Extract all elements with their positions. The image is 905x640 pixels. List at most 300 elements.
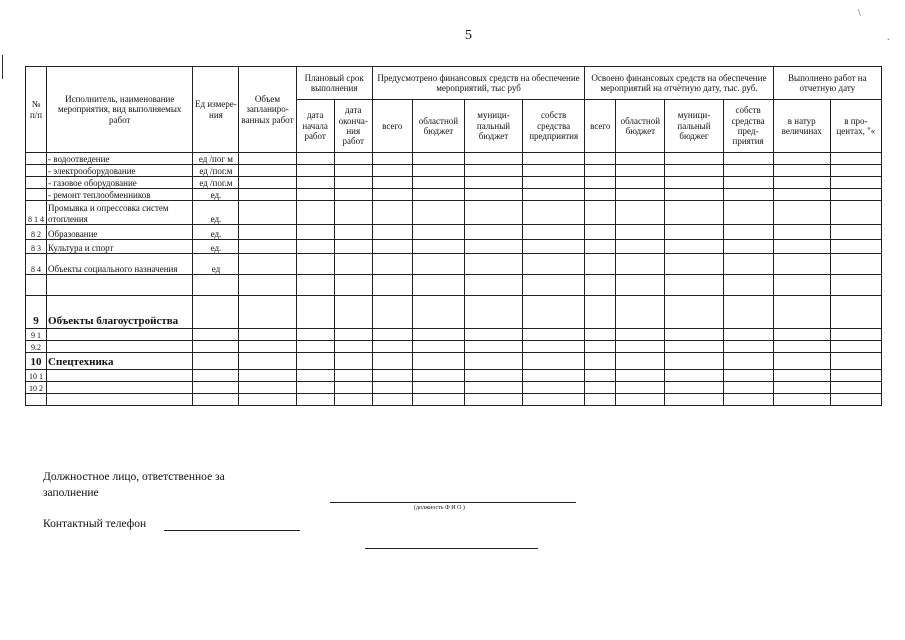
table-cell <box>523 394 585 406</box>
row-number: 8 4 <box>26 254 47 275</box>
table-cell <box>665 240 723 254</box>
table-cell <box>723 165 773 177</box>
row-name: - ремонт теплообменников <box>47 189 193 201</box>
table-cell <box>773 153 830 165</box>
report-table <box>25 66 882 406</box>
table-cell <box>372 275 412 296</box>
table-cell <box>665 189 723 201</box>
row-number: 9 1 <box>26 329 47 341</box>
table-cell <box>372 296 412 329</box>
row-unit: ед <box>193 254 239 275</box>
table-cell <box>372 177 412 189</box>
row-unit <box>193 353 239 370</box>
table-cell <box>723 296 773 329</box>
table-cell <box>830 177 881 189</box>
row-name <box>47 382 193 394</box>
header-funding-spent: Освоено финансовых средств на обеспечение мероприятий на отчётную дату, тыс. руб. <box>585 67 773 100</box>
table-cell <box>773 370 830 382</box>
table-cell <box>665 394 723 406</box>
table-cell <box>665 201 723 225</box>
row-unit <box>193 394 239 406</box>
header-own: собств средства предприятия <box>523 100 585 153</box>
table-cell <box>616 165 665 177</box>
table-row <box>26 370 882 382</box>
row-number: 10 <box>26 353 47 370</box>
table-cell <box>723 329 773 341</box>
table-cell <box>412 153 464 165</box>
table-cell <box>296 382 334 394</box>
table-cell <box>412 394 464 406</box>
table-cell <box>239 177 296 189</box>
row-name: Объекты социального назначения <box>47 254 193 275</box>
header-in-kind: в натур величинах <box>773 100 830 153</box>
table-cell <box>830 153 881 165</box>
table-cell <box>585 201 616 225</box>
table-cell <box>296 254 334 275</box>
table-cell <box>830 201 881 225</box>
table-cell <box>296 370 334 382</box>
row-unit: ед /пог.м <box>193 165 239 177</box>
table-cell <box>665 153 723 165</box>
table-cell <box>372 240 412 254</box>
row-unit: ед. <box>193 189 239 201</box>
table-row <box>26 153 882 165</box>
table-row <box>26 296 882 329</box>
table-cell <box>830 165 881 177</box>
table-cell <box>523 275 585 296</box>
table-cell <box>616 329 665 341</box>
table-row <box>26 254 882 275</box>
table-cell <box>523 329 585 341</box>
table-cell <box>830 341 881 353</box>
table-cell <box>412 225 464 240</box>
row-unit: ед. <box>193 201 239 225</box>
row-number: 8 2 <box>26 225 47 240</box>
table-cell <box>585 353 616 370</box>
table-cell <box>665 329 723 341</box>
table-cell <box>723 382 773 394</box>
row-unit <box>193 370 239 382</box>
table-cell <box>773 225 830 240</box>
table-cell <box>296 353 334 370</box>
table-cell <box>334 353 372 370</box>
corner-mark: \ <box>858 8 861 19</box>
table-row <box>26 189 882 201</box>
header-total-2: всего <box>585 100 616 153</box>
table-cell <box>665 177 723 189</box>
table-cell <box>830 353 881 370</box>
table-cell <box>616 296 665 329</box>
table-cell <box>523 153 585 165</box>
row-name <box>47 329 193 341</box>
row-number: 9.2 <box>26 341 47 353</box>
table-cell <box>239 275 296 296</box>
table-cell <box>616 225 665 240</box>
table-cell <box>585 382 616 394</box>
table-cell <box>464 189 522 201</box>
table-cell <box>239 382 296 394</box>
table-cell <box>773 275 830 296</box>
table-cell <box>412 189 464 201</box>
table-cell <box>773 382 830 394</box>
table-cell <box>616 254 665 275</box>
table-cell <box>334 370 372 382</box>
row-number: 10 2 <box>26 382 47 394</box>
table-cell <box>464 353 522 370</box>
table-cell <box>372 225 412 240</box>
table-row <box>26 201 882 225</box>
table-cell <box>412 329 464 341</box>
table-cell <box>723 394 773 406</box>
table-row <box>26 341 882 353</box>
table-cell <box>616 201 665 225</box>
row-number <box>26 177 47 189</box>
row-number: 8 3 <box>26 240 47 254</box>
table-cell <box>464 275 522 296</box>
table-cell <box>412 165 464 177</box>
margin-tick <box>2 55 3 79</box>
table-cell <box>665 275 723 296</box>
table-cell <box>372 353 412 370</box>
table-cell <box>296 394 334 406</box>
table-cell <box>773 189 830 201</box>
table-cell <box>412 201 464 225</box>
table-cell <box>464 165 522 177</box>
row-number: 10 1 <box>26 370 47 382</box>
table-cell <box>372 394 412 406</box>
table-cell <box>412 370 464 382</box>
table-cell <box>334 189 372 201</box>
table-cell <box>239 394 296 406</box>
row-number <box>26 275 47 296</box>
table-cell <box>334 394 372 406</box>
table-row <box>26 177 882 189</box>
row-number <box>26 189 47 201</box>
table-cell <box>523 353 585 370</box>
table-cell <box>665 370 723 382</box>
row-name <box>47 341 193 353</box>
row-name: - электрооборудование <box>47 165 193 177</box>
table-cell <box>464 254 522 275</box>
header-plan-start: дата начала работ <box>296 100 334 153</box>
table-cell <box>239 370 296 382</box>
header-own-2: собств средства пред-приятия <box>723 100 773 153</box>
table-cell <box>585 275 616 296</box>
table-cell <box>773 201 830 225</box>
table-cell <box>585 341 616 353</box>
table-cell <box>412 296 464 329</box>
table-cell <box>464 177 522 189</box>
table-cell <box>665 254 723 275</box>
table-cell <box>585 153 616 165</box>
row-name: - водоотведение <box>47 153 193 165</box>
table-cell <box>239 296 296 329</box>
table-cell <box>372 201 412 225</box>
table-cell <box>830 240 881 254</box>
table-cell <box>665 225 723 240</box>
table-cell <box>665 165 723 177</box>
table-cell <box>830 329 881 341</box>
header-executor: Исполнитель, наименование мероприятия, вид выполняемых работ <box>47 67 193 153</box>
table-cell <box>239 225 296 240</box>
table-cell <box>773 254 830 275</box>
table-cell <box>372 189 412 201</box>
table-cell <box>723 177 773 189</box>
header-regional: областной бюджет <box>412 100 464 153</box>
row-unit <box>193 329 239 341</box>
table-cell <box>372 341 412 353</box>
table-cell <box>585 254 616 275</box>
row-name: Промывка и опрессовка систем отопления <box>47 201 193 225</box>
table-cell <box>773 165 830 177</box>
table-cell <box>773 394 830 406</box>
table-cell <box>830 382 881 394</box>
table-cell <box>616 370 665 382</box>
row-unit <box>193 296 239 329</box>
header-municipal-2: муници-пальный бюджег <box>665 100 723 153</box>
row-name <box>47 370 193 382</box>
table-cell <box>334 329 372 341</box>
table-cell <box>412 275 464 296</box>
table-cell <box>665 341 723 353</box>
phone-label: Контактный телефон <box>43 518 147 530</box>
table-row <box>26 329 882 341</box>
table-cell <box>830 275 881 296</box>
table-cell <box>464 296 522 329</box>
position-line <box>330 502 576 503</box>
table-cell <box>239 153 296 165</box>
table-cell <box>585 240 616 254</box>
table-cell <box>239 240 296 254</box>
table-cell <box>773 353 830 370</box>
table-cell <box>665 296 723 329</box>
row-name: - газовое оборудование <box>47 177 193 189</box>
table-cell <box>334 225 372 240</box>
page-number: 5 <box>465 28 472 43</box>
table-cell <box>665 353 723 370</box>
table-cell <box>616 382 665 394</box>
table-cell <box>372 153 412 165</box>
header-total: всего <box>372 100 412 153</box>
table-cell <box>372 329 412 341</box>
table-cell <box>296 329 334 341</box>
table-cell <box>585 177 616 189</box>
table-cell <box>773 329 830 341</box>
header-funding-planned: Предусмотрено финансовых средств на обеспечение мероприятий, тыс руб <box>372 67 584 100</box>
row-name: Спецтехника <box>47 353 193 370</box>
table-cell <box>464 341 522 353</box>
table-cell <box>723 370 773 382</box>
table-cell <box>830 254 881 275</box>
table-cell <box>412 254 464 275</box>
table-cell <box>296 275 334 296</box>
row-unit: ед. <box>193 225 239 240</box>
row-number: 9 <box>26 296 47 329</box>
row-unit: ед /пог.м <box>193 177 239 189</box>
table-cell <box>334 382 372 394</box>
header-plan-term: Плановый срок выполнения <box>296 67 372 100</box>
table-cell <box>334 275 372 296</box>
table-cell <box>334 254 372 275</box>
table-cell <box>723 201 773 225</box>
table-cell <box>723 189 773 201</box>
corner-dot: . <box>887 32 890 43</box>
table-cell <box>523 201 585 225</box>
header-regional-2: областной бюджет <box>616 100 665 153</box>
table-cell <box>412 240 464 254</box>
row-unit <box>193 275 239 296</box>
table-cell <box>773 296 830 329</box>
table-cell <box>464 201 522 225</box>
table-cell <box>296 201 334 225</box>
table-cell <box>372 165 412 177</box>
row-number <box>26 165 47 177</box>
table-cell <box>616 240 665 254</box>
row-name <box>47 275 193 296</box>
row-unit <box>193 341 239 353</box>
table-cell <box>523 189 585 201</box>
table-cell <box>585 296 616 329</box>
table-cell <box>773 240 830 254</box>
table-cell <box>239 353 296 370</box>
table-cell <box>523 225 585 240</box>
table-cell <box>585 189 616 201</box>
table-cell <box>585 329 616 341</box>
table-cell <box>616 353 665 370</box>
header-work-done: Выполнено работ на отчетную дату <box>773 67 881 100</box>
table-cell <box>412 341 464 353</box>
table-row <box>26 225 882 240</box>
table-cell <box>334 177 372 189</box>
table-cell <box>773 177 830 189</box>
table-cell <box>464 329 522 341</box>
table-cell <box>723 341 773 353</box>
table-cell <box>616 275 665 296</box>
row-unit: ед. <box>193 240 239 254</box>
table-cell <box>830 370 881 382</box>
table-cell <box>464 394 522 406</box>
table-cell <box>296 296 334 329</box>
table-cell <box>464 225 522 240</box>
table-cell <box>723 240 773 254</box>
table-cell <box>412 382 464 394</box>
table-cell <box>723 225 773 240</box>
table-cell <box>523 382 585 394</box>
table-cell <box>523 296 585 329</box>
table-cell <box>523 370 585 382</box>
table-cell <box>296 189 334 201</box>
header-volume: Объем запланиро-ванных работ <box>239 67 296 153</box>
row-unit <box>193 382 239 394</box>
table-cell <box>296 153 334 165</box>
table-cell <box>334 153 372 165</box>
table-cell <box>523 165 585 177</box>
table-cell <box>334 165 372 177</box>
table-cell <box>585 370 616 382</box>
header-in-percent: в про-центах, "« <box>830 100 881 153</box>
table-cell <box>773 341 830 353</box>
row-name: Образование <box>47 225 193 240</box>
table-row <box>26 353 882 370</box>
table-cell <box>412 353 464 370</box>
table-cell <box>585 225 616 240</box>
table-cell <box>334 240 372 254</box>
table-cell <box>296 341 334 353</box>
signature-line <box>365 548 538 549</box>
table-cell <box>616 341 665 353</box>
table-cell <box>239 201 296 225</box>
table-cell <box>372 382 412 394</box>
table-cell <box>334 296 372 329</box>
table-cell <box>296 225 334 240</box>
responsible-label: Должностное лицо, ответственное за заполнение <box>43 471 225 499</box>
table-row <box>26 240 882 254</box>
table-row <box>26 394 882 406</box>
row-name: Культура и спорт <box>47 240 193 254</box>
table-cell <box>585 165 616 177</box>
table-cell <box>239 254 296 275</box>
row-name: Объекты благоустройства <box>47 296 193 329</box>
header-num: № п/п <box>26 67 47 153</box>
table-cell <box>723 254 773 275</box>
table-cell <box>372 370 412 382</box>
table-cell <box>334 341 372 353</box>
table-cell <box>723 275 773 296</box>
table-cell <box>830 296 881 329</box>
row-number <box>26 153 47 165</box>
table-cell <box>464 382 522 394</box>
table-cell <box>239 341 296 353</box>
table-cell <box>372 254 412 275</box>
table-cell <box>334 201 372 225</box>
table-cell <box>830 189 881 201</box>
phone-line[interactable] <box>164 530 300 531</box>
table-cell <box>665 382 723 394</box>
table-cell <box>464 153 522 165</box>
table-cell <box>616 177 665 189</box>
table-cell <box>464 370 522 382</box>
position-caption: (должность Ф И О ) <box>414 505 465 511</box>
header-plan-end: дата оконча-ния работ <box>334 100 372 153</box>
table-cell <box>239 329 296 341</box>
table-cell <box>523 341 585 353</box>
table-cell <box>523 177 585 189</box>
table-cell <box>296 177 334 189</box>
table-cell <box>239 189 296 201</box>
table-row <box>26 165 882 177</box>
row-number: 8 1 4 <box>26 201 47 225</box>
table-row <box>26 382 882 394</box>
table-row <box>26 275 882 296</box>
row-number <box>26 394 47 406</box>
table-cell <box>239 165 296 177</box>
row-name <box>47 394 193 406</box>
table-cell <box>523 254 585 275</box>
table-cell <box>296 165 334 177</box>
table-cell <box>585 394 616 406</box>
table-cell <box>723 353 773 370</box>
table-cell <box>464 240 522 254</box>
table-cell <box>723 153 773 165</box>
header-municipal: муници-пальный бюджет <box>464 100 522 153</box>
table-cell <box>616 189 665 201</box>
row-unit: ед /пог м <box>193 153 239 165</box>
header-unit: Ед измере-ния <box>193 67 239 153</box>
table-cell <box>523 240 585 254</box>
table-cell <box>412 177 464 189</box>
table-cell <box>616 394 665 406</box>
table-cell <box>296 240 334 254</box>
